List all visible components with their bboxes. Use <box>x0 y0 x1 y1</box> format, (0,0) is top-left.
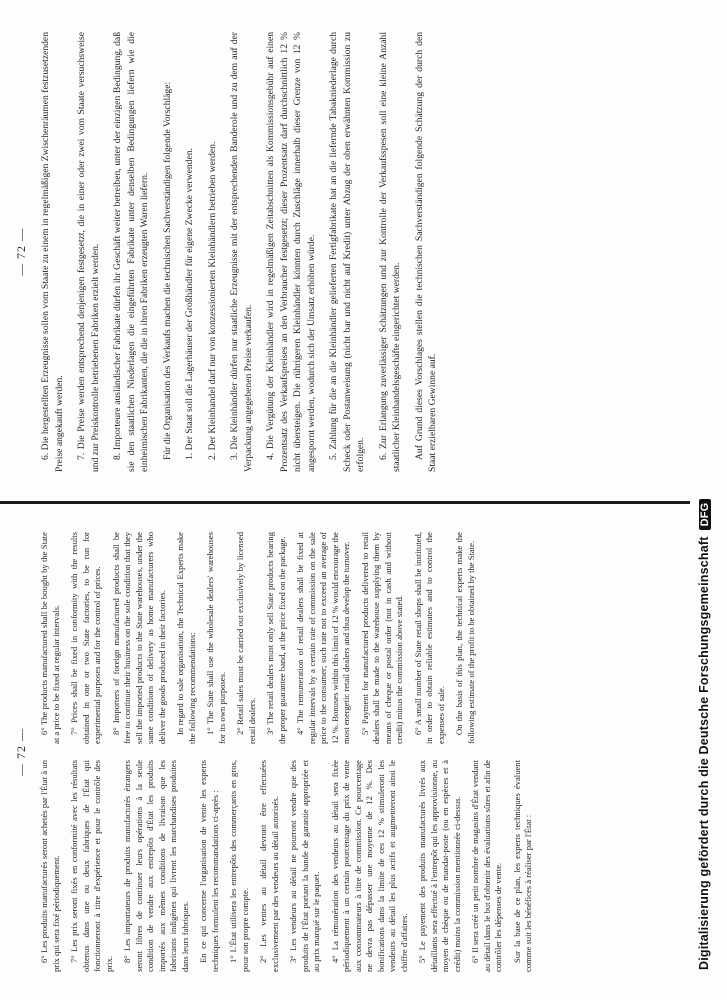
paragraph: 3. Die Kleinhändler dürfen nur staatliche Erzeugnisse mit der entsprechenden Banderole und zu dem auf der Verpackung angegebenen Preise verkaufen. <box>229 32 254 472</box>
french-column <box>39 760 542 972</box>
paragraph: En ce qui concerne l'organisation de vente les experts techniques formulent les recommandations ci-après : <box>198 760 220 972</box>
paragraph: Für die Organisation des Verkaufs machen die technischen Sachverständigen folgende Vorschläge: <box>161 81 173 460</box>
paragraph: 7. Die Preise werden entsprechend denjenigen festgesetzt, die in einer oder zwei vom Staate versuchsweise und zur Preiskontrolle betriebenen Fabriken erzielt werden. <box>76 32 101 472</box>
paragraph: 3° Les vendeurs au détail ne pourront vendre que des produits de l'État portant la bande de garantie appropriée et au prix marqué sur le paquet. <box>288 760 321 972</box>
paragraph: In regard to sale organisation, the Technical Experts make the following recommendations: <box>175 532 197 744</box>
paragraph: 5° Payment for manufactured products delivered to retail dealers shall be made to the warehouse supplying them by means of cheque or postal order (not in cash and without credit) minus the commission above stated. <box>359 532 404 744</box>
paragraph: 6° Il sera créé un petit nombre de magasins d'État vendant au détail dans le but d'obtenir des évaluations sûres et afin de contrôler les dépenses de vente. <box>470 760 503 972</box>
paragraph: 8. Importeure ausländischer Fabrikate dürfen ihr Geschäft weiter betreiben, unter der einzigen Bedingung, daß sie den staatlichen Niederlagen die eingeführten Fabrikate unter denselben Bedingungen liefern wie die einheimischen Fabrikanten, die die in ihren Fabriken erzeugten Waren liefern. <box>112 32 150 472</box>
paragraph: 6. Die hergestellten Erzeugnisse sollen vom Staate zu einem in regelmäßigen Zwischenräumen festzusetzenden Preise angekauft werden. <box>40 32 65 472</box>
paragraph: 8° Importers of foreign manufactured products shall be free to continue their business on the sole condition that they sell the imported products to the State warehouses, under the same conditions of delivery as home manufacturers who deliver the goods produced in their factories. <box>110 532 167 744</box>
paragraph: 4° La rémunération des vendeurs au détail sera fixée périodiquement à un certain pourcentage du prix de vente aux consommateurs à titre de commission. Ce pourcentage ne devra pas dépasser une moyenne de 12 %. Des bonifications dans la limite de ces 12 % stimuleront les vendeurs au détail les plus actifs et augmenteront ainsi le chiffre d'affaires. <box>329 760 409 972</box>
right-page <box>14 32 449 472</box>
paragraph: 6° A small number of State retail shops shall be instituted, in order to obtain reliable estimates and to control the expenses of sale. <box>412 532 446 744</box>
paragraph: 5° Le payement des produits manufacturés livrés aux détaillants sera effectué à l'entrepôt qui les approvisionne, au moyen de chèque ou de mandat-poste (ou en espèces et à crédit) moins la commission mentionnée ci-dessus. <box>417 760 462 972</box>
digitization-credit <box>697 499 711 970</box>
paragraph: Auf Grund dieses Vorschlages stellen die technischen Sachverständigen folgende Schätzung der durch den Staat erzielbaren Gewinne auf. <box>413 32 438 472</box>
paragraph: 7° Les prix seront fixés en conformité avec les résultats obtenus dans une ou deux fabriques de l'État qui fonctionneront à titre d'expérience et pour le contrôle des prix. <box>69 760 114 972</box>
paragraph: 4° The remuneration of retail dealers shall be fixed at regular intervals by a certain rate of commission on the sale price to the consumer; such rate not to exceed an average of 12 %. Bonuses within this limit of 12 % would encourage the most energetic retail dealers and thus develop the turnover. <box>295 532 351 744</box>
page-number: — 72 — <box>14 728 28 776</box>
paragraph: On the basis of this plan, the technical experts make the following estimate of the profit to be obtained by the State. <box>454 532 476 744</box>
paragraph: 1° The State shall use the wholesale dealers' warehouses for its own purposes. <box>205 532 227 744</box>
paragraph: 1. Der Staat soll die Lagerhäuser der Großhändler für eigene Zwecke verwenden. <box>184 148 195 460</box>
paragraph: 7° Prices shall be fixed in conformity with the results obtained in one or two State factories, to be run for experimental purposes and for the control of prices. <box>69 532 102 744</box>
paragraph: 6. Zur Erlangung zuverlässiger Schätzungen und zur Kontrolle der Verkaufsspesen soll eine kleine Anzahl staatlicher Kleinhandelsgeschäfte eingerichtet werden. <box>377 32 402 472</box>
dfg-logo: DFG <box>699 499 711 531</box>
page-divider <box>0 501 690 504</box>
german-column <box>39 32 440 472</box>
english-column <box>39 532 542 744</box>
paragraph: 8° Les importateurs de produits manufacturés étrangers seront libres de continuer leurs opérations à la seule condition de vendre aux entrepôts d'État les produits importés aux mêmes conditions de livraison que les fabricants indigènes qui livrent les marchandises produites dans leurs fabriques. <box>122 760 190 972</box>
paragraph: 6° Les produits manufacturés seront achetés par l'État à un prix qui sera fixé périodiquement. <box>39 760 61 972</box>
paragraph: Sur la base de ce plan, les experts techniques évaluent comme suit les bénéfices à réaliser par l'État : <box>511 760 533 972</box>
credit-text: Digitalisierung gefördert durch die Deutsche Forschungsgemeinschaft <box>697 536 711 970</box>
paragraph: 5. Zahlung für die an die Kleinhändler gelieferten Fertigfabrikate hat an die liefernde Tabakniederlage durch Scheck oder Postanweisung (nicht bar und nicht auf Kredit) unter Abzug der oben erwähnten Kommission zu erfolgen. <box>328 32 366 472</box>
paragraph: 2° Retail sales must be carried out exclusively by licensed retail dealers. <box>235 532 257 744</box>
left-page <box>14 532 542 972</box>
paragraph: 4. Die Vergütung der Kleinhändler wird in regelmäßigen Zeitabschnitten als Kommissionsgebühr auf einen Prozentsatz des Verkaufspreises an den Verbraucher festgesetzt; dieser Prozentsatz darf durchschnittlich 12 % nicht übersteigen. Die rührigeren Kleinhändler könnten durch Zuschläge innerhalb dieser Grenze von 12 % angespornt werden, wodurch sich der Umsatz erhöhen würde. <box>265 32 317 472</box>
page-number: — 72 — <box>14 228 28 276</box>
paragraph: 3° The retail dealers must only sell State products bearing the proper guarantee band, at the price fixed on the package. <box>265 532 287 744</box>
paragraph: 2° Les ventes au détail devront être effectuées exclusivement par des vendeurs au détail autorisés. <box>258 760 280 972</box>
paragraph: 2. Der Kleinhandel darf nur von konzessionierten Kleinhändlern betrieben werden. <box>206 141 218 460</box>
paragraph: 6° The products manufactured shall be bought by the State at a price to be fixed at regular intervals. <box>39 532 61 744</box>
bilingual-columns <box>39 532 542 972</box>
paragraph: 1° L'État utilisera les entrepôts des commerçants en gros, pour son propre compte. <box>228 760 250 972</box>
